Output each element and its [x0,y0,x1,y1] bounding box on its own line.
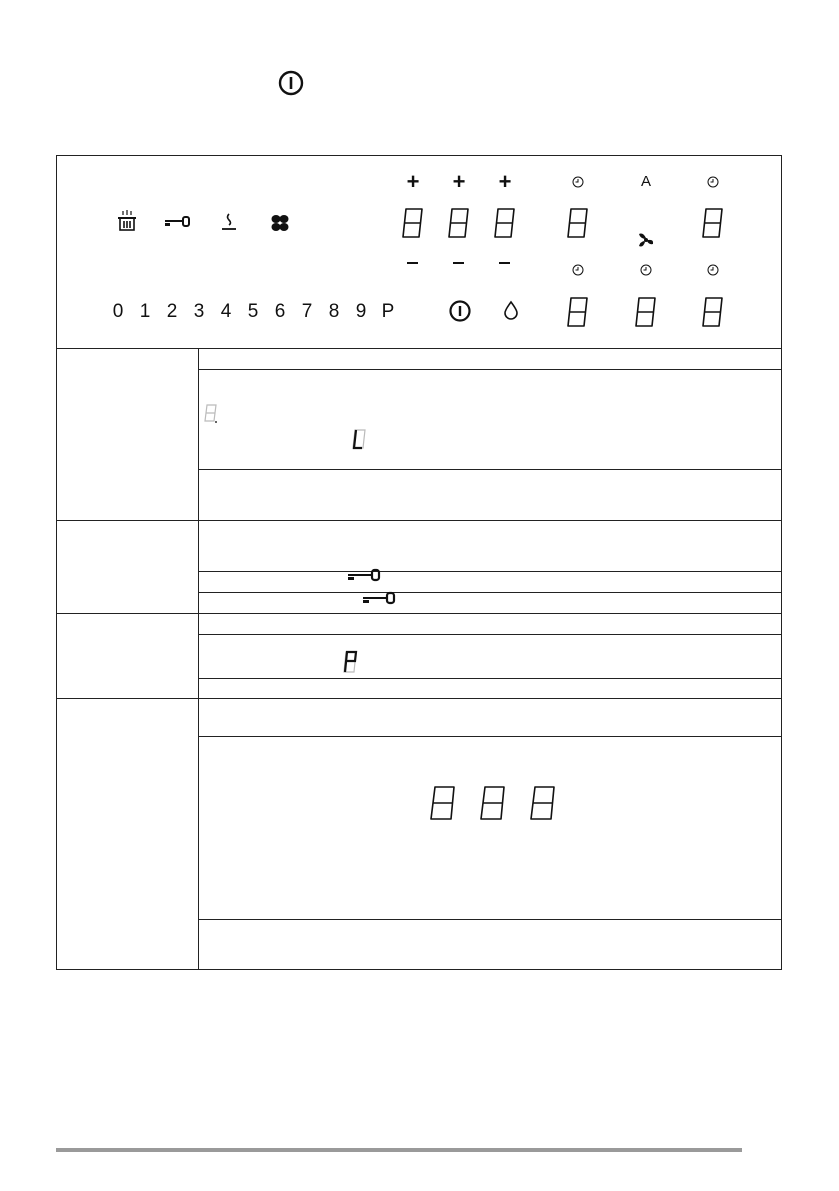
intensive-fan-icon [270,214,290,232]
key-lock-icon [362,591,398,607]
clock-icon [707,264,719,276]
water-drop-icon [503,300,519,320]
filter-grease-icon [116,210,138,234]
key-lock-icon [347,568,383,584]
seven-segment-digit [700,296,726,328]
footer-rule [56,1148,742,1152]
table-rule [198,592,782,593]
table-rule [198,369,782,370]
table-rule [56,520,782,521]
level-5: 5 [247,301,259,322]
clock-icon [572,264,584,276]
plus-sign: + [498,169,512,194]
seven-segment-digit [700,207,726,239]
level-7: 7 [301,301,313,322]
seven-segment-digit [565,296,591,328]
plus-sign: + [406,169,420,194]
table-rule [198,919,782,920]
table-rule [198,634,782,635]
table-rule [56,613,782,614]
seven-segment-digit [565,207,591,239]
seven-segment-digit [446,207,472,239]
seven-segment-digit [492,207,518,239]
table-rule [198,571,782,572]
seven-segment-digit [528,785,558,821]
control-panel-table [56,155,782,970]
table-rule [198,469,782,470]
power-icon [277,69,305,97]
minus-sign [453,262,464,264]
table-column-divider [198,348,199,970]
level-4: 4 [220,301,232,322]
seven-segment-sample [203,403,219,425]
plus-sign: + [452,169,466,194]
table-rule [198,678,782,679]
level-8: 8 [328,301,340,322]
clock-icon [707,176,719,188]
table-rule [56,698,782,699]
minus-sign [407,262,418,264]
level-0: 0 [112,301,124,322]
level-1: 1 [139,301,151,322]
seven-segment-digit [633,296,659,328]
seven-segment-digit [428,785,458,821]
auto-label: A [640,173,651,190]
fan-icon [636,230,656,250]
seven-segment-digit [478,785,508,821]
power-icon [448,299,472,323]
minus-sign [499,262,510,264]
level-9: 9 [355,301,367,322]
seven-segment-digit [400,207,426,239]
key-lock-icon [164,215,192,229]
clock-icon [640,264,652,276]
table-rule [56,348,782,349]
clock-icon [572,176,584,188]
level-3: 3 [193,301,205,322]
display-sample-l [350,428,368,450]
display-sample-p [341,650,359,674]
level-p: P [381,301,395,322]
table-rule [198,736,782,737]
level-6: 6 [274,301,286,322]
boost-hob-icon [220,212,238,232]
level-2: 2 [166,301,178,322]
